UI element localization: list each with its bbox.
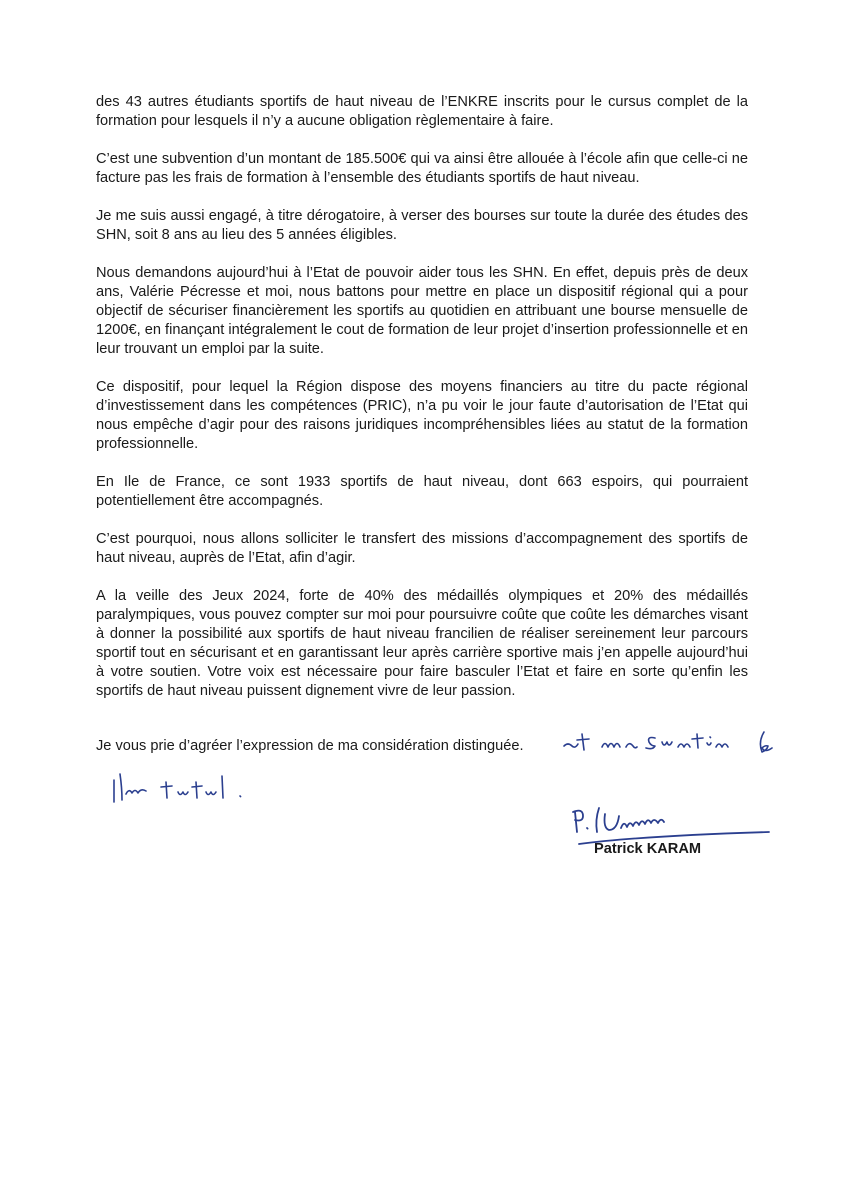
letter-body <box>96 93 748 720</box>
handwritten-note-line2 <box>108 770 258 808</box>
paragraph-8: A la veille des Jeux 2024, forte de 40% des médaillés olympiques et 20% des médaillés paralympiques, vous pouvez compter sur moi pour poursuivre coûte que coûte les démarches visant à donner la possibilité aux sportifs de haut niveau francilien de réaliser sereinement leur parcours sportif tout en sécurisant et en garantissant leur après carrière sportive mais j’en appelle aujourd’hui à votre soutien. Votre voix est nécessaire pour faire basculer l’Etat et faire en sorte qu’enfin les sportifs de haut niveau puissent dignement vivre de leur passion. <box>96 588 748 699</box>
paragraph-2: C’est une subvention d’un montant de 185.500€ qui va ainsi être allouée à l’école afin que celle-ci ne facture pas les frais de formation à l’ensemble des étudiants sportifs de haut niveau. <box>96 151 748 186</box>
signer-name: Patrick KARAM <box>594 841 702 857</box>
paragraph-1: des 43 autres étudiants sportifs de haut niveau de l’ENKRE inscrits pour le cursus complet de la formation pour lesquels il n’y a aucune obligation règlementaire à faire. <box>96 94 748 129</box>
paragraph-3: Je me suis aussi engagé, à titre dérogatoire, à verser des bourses sur toute la durée des études des SHN, soit 8 ans au lieu des 5 années éligibles. <box>96 208 748 243</box>
closing-formula: Je vous prie d’agréer l’expression de ma considération distinguée. <box>96 738 524 754</box>
paragraph-4: Nous demandons aujourd’hui à l’Etat de pouvoir aider tous les SHN. En effet, depuis près de deux ans, Valérie Pécresse et moi, nous battons pour mettre en place un dispositif régional qui a pour objectif de sécuriser financièrement les sportifs au quotidien en attribuant une bourse mensuelle de 1200€, en finançant intégralement le cout de formation de leur projet d’insertion professionnelle et en leur trouvant un emploi par la suite. <box>96 265 748 357</box>
paragraph-5: Ce dispositif, pour lequel la Région dispose des moyens financiers au titre du pacte régional d’investissement dans les compétences (PRIC), n’a pu voir le jour faute d’autorisation de l’Etat qui nous empêche d’agir pour des raisons juridiques incompréhensibles liées au statut de la formation professionnelle. <box>96 379 748 452</box>
handwritten-note-line1 <box>560 728 790 762</box>
paragraph-6: En Ile de France, ce sont 1933 sportifs de haut niveau, dont 663 espoirs, qui pourraient potentiellement être accompagnés. <box>96 474 748 509</box>
paragraph-7: C’est pourquoi, nous allons solliciter le transfert des missions d’accompagnement des sportifs de haut niveau, auprès de l’Etat, afin d’agir. <box>96 531 748 566</box>
